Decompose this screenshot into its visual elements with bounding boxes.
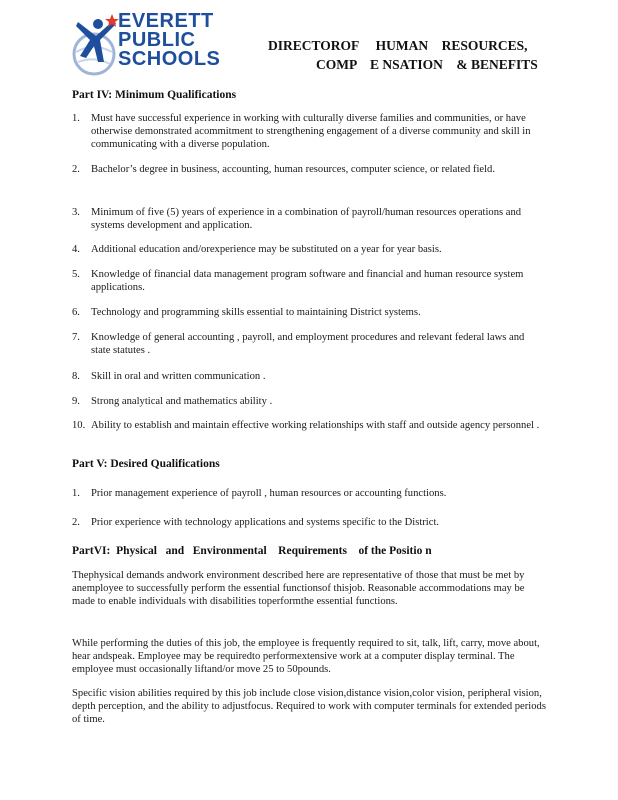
item-text: Prior experience with technology applications and systems specific to the District. xyxy=(91,517,440,528)
item-number: 9. xyxy=(72,396,80,407)
district-logo xyxy=(70,12,245,82)
item-text: Bachelor’s degree in business, accounting, human resources, computer science, or related field. xyxy=(91,164,495,175)
item-number: 1. xyxy=(72,488,80,499)
item-text: Ability to establish and maintain effective working relationships with staff and outside agency personnel . xyxy=(91,420,540,431)
item-text: Strong analytical and mathematics ability . xyxy=(91,396,273,407)
item-text: Skill in oral and written communication . xyxy=(91,371,266,382)
paragraph: Specific vision abilities required by this job include close vision,distance vision,color vision, peripheral vision, depth perception, and the ability to adjustfocus. Required to work with computer terminals for extended periods of time. xyxy=(72,688,546,725)
item-text: Additional education and/orexperience may be substituted on a year for year basis. xyxy=(91,244,442,255)
part-4-heading: Part IV: Minimum Qualifications xyxy=(72,89,237,101)
logo-line-1: EVERETT xyxy=(118,10,214,32)
logo-line-2: PUBLIC xyxy=(118,29,196,51)
item-text: Must have successful experience in working with culturally diverse families and communities, or have otherwise demonstrated acommitment to strengthening engagement of a diverse community and skill in communicating with a diverse population. xyxy=(91,113,531,150)
item-number: 2. xyxy=(72,164,80,175)
item-text: Minimum of five (5) years of experience in a combination of payroll/human resources operations and systems development and application. xyxy=(91,207,522,231)
item-text: Knowledge of general accounting , payroll, and employment procedures and relevant federal laws and state statutes . xyxy=(91,332,525,356)
item-number: 6. xyxy=(72,307,80,318)
item-number: 5. xyxy=(72,269,80,280)
logo-line-3: SCHOOLS xyxy=(118,48,221,70)
part-6-heading: PartVI: Physical and Environmental Requirements of the Positio n xyxy=(72,545,432,557)
title-line-1: DIRECTOROF HUMAN RESOURCES, xyxy=(268,38,528,53)
item-text: Technology and programming skills essential to maintaining District systems. xyxy=(91,307,421,318)
item-number: 2. xyxy=(72,517,80,528)
page-title xyxy=(268,36,548,74)
item-number: 4. xyxy=(72,244,80,255)
item-number: 8. xyxy=(72,371,80,382)
paragraph: While performing the duties of this job, the employee is frequently required to sit, talk, lift, carry, move about, hear andspeak. Employee may be requiredto performextensive work at a computer display terminal. The employee must occasionally liftand/or move 25 to 50pounds. xyxy=(72,638,540,675)
title-line-2: COMP E NSATION & BENEFITS xyxy=(316,57,538,72)
item-number: 7. xyxy=(72,332,80,343)
logo-wordmark xyxy=(118,12,220,69)
paragraph: Thephysical demands andwork environment described here are representative of those that must be met by anemployee to successfully perform the essential functionsof thisjob. Reasonable accommodations may be made to enable individuals with disabilities toperformthe essential functions. xyxy=(72,570,525,607)
item-text: Prior management experience of payroll , human resources or accounting functions. xyxy=(91,488,447,499)
part-5-heading: Part V: Desired Qualifications xyxy=(72,458,220,470)
item-number: 10. xyxy=(72,420,86,431)
item-text: Knowledge of financial data management program software and financial and human resource system applications. xyxy=(91,269,524,293)
item-number: 1. xyxy=(72,113,80,124)
item-number: 3. xyxy=(72,207,80,218)
